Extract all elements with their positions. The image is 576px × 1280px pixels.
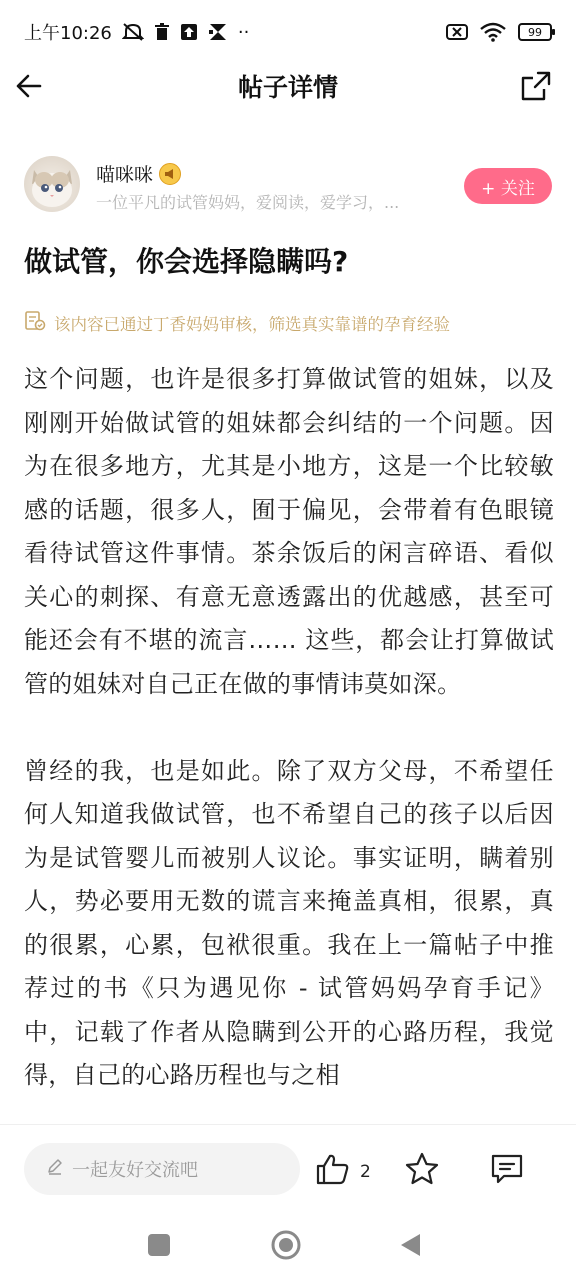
comment-input[interactable] bbox=[24, 1143, 300, 1195]
sim-card-icon bbox=[446, 23, 468, 41]
thumbs-up-icon bbox=[316, 1153, 350, 1190]
audit-text: 该内容已通过丁香妈妈审核，筛选真实靠谱的孕育经验 bbox=[54, 315, 450, 334]
like-count: 2 bbox=[360, 1161, 371, 1182]
status-time: 上午10:26 bbox=[24, 23, 112, 44]
page-title: 帖子详情 bbox=[237, 73, 338, 102]
post-title: 做试管，你会选择隐瞒吗? bbox=[24, 245, 349, 278]
status-bar bbox=[0, 0, 576, 64]
author-name[interactable]: 喵咪咪 bbox=[96, 164, 154, 186]
paragraph: 这个问题，也许是很多打算做试管的姐妹，以及刚刚开始做试管的姐妹都会纠结的一个问题。因为在很多地方，尤其是小地方，这是一个比较敏感的话题，很多人，囿于偏见，会带着有色眼镜看待试管这件事情。茶余饭后的闲言碎语、看似关心的刺探、有意无意透露出的优越感，甚至可能还会有不堪的流言…… 这些，都会让打算做试管的姐妹对自己正在做的事情讳莫如深。 bbox=[24, 365, 554, 698]
back-triangle-icon[interactable] bbox=[398, 1232, 424, 1258]
paragraph: 曾经的我，也是如此。除了双方父母，不希望任何人知道我做试管，也不希望自己的孩子以后因为是试管婴儿而被别人议论。事实证明，瞒着别人，势必要用无数的谎言来掩盖真相，很累，真的很累，心累，包袱很重。我在上一篇帖子中推荐过的书《只为遇见你 - 试管妈妈孕育手记》中，记载了作者从隐瞒到公开的心路历程，我觉得，自己的心路历程也与之相 bbox=[24, 756, 554, 1089]
app-icon bbox=[208, 23, 228, 41]
author-bio: 一位平凡的试管妈妈，爱阅读，爱学习，... bbox=[96, 193, 400, 212]
status-more: ·· bbox=[237, 21, 250, 43]
bottom-action-bar bbox=[0, 1124, 576, 1217]
author-row bbox=[24, 156, 552, 216]
nav-bar bbox=[0, 64, 576, 108]
system-nav-bar bbox=[0, 1216, 576, 1280]
status-right bbox=[446, 22, 552, 42]
follow-button[interactable] bbox=[464, 168, 552, 204]
comment-icon[interactable] bbox=[490, 1153, 524, 1189]
comment-placeholder: 一起友好交流吧 bbox=[72, 1160, 198, 1181]
audit-note bbox=[24, 310, 450, 336]
follow-label: + 关注 bbox=[481, 178, 535, 199]
upload-icon bbox=[180, 23, 198, 41]
post-content bbox=[24, 358, 554, 1120]
like-button[interactable] bbox=[316, 1153, 371, 1190]
pencil-icon bbox=[46, 1158, 64, 1181]
mute-icon bbox=[122, 22, 144, 42]
avatar[interactable] bbox=[24, 156, 80, 212]
recents-square-icon[interactable] bbox=[148, 1234, 170, 1256]
share-icon[interactable] bbox=[520, 70, 552, 102]
battery-icon bbox=[518, 23, 552, 41]
megaphone-badge-icon bbox=[159, 163, 181, 185]
battery-level: 99 bbox=[528, 25, 542, 39]
trash-icon bbox=[154, 23, 170, 41]
author-name-row bbox=[96, 160, 181, 187]
status-left bbox=[24, 19, 249, 45]
verified-document-icon bbox=[24, 310, 46, 336]
home-circle-icon[interactable] bbox=[270, 1229, 302, 1261]
wifi-icon bbox=[480, 22, 506, 42]
favorite-star-icon[interactable] bbox=[404, 1151, 440, 1191]
